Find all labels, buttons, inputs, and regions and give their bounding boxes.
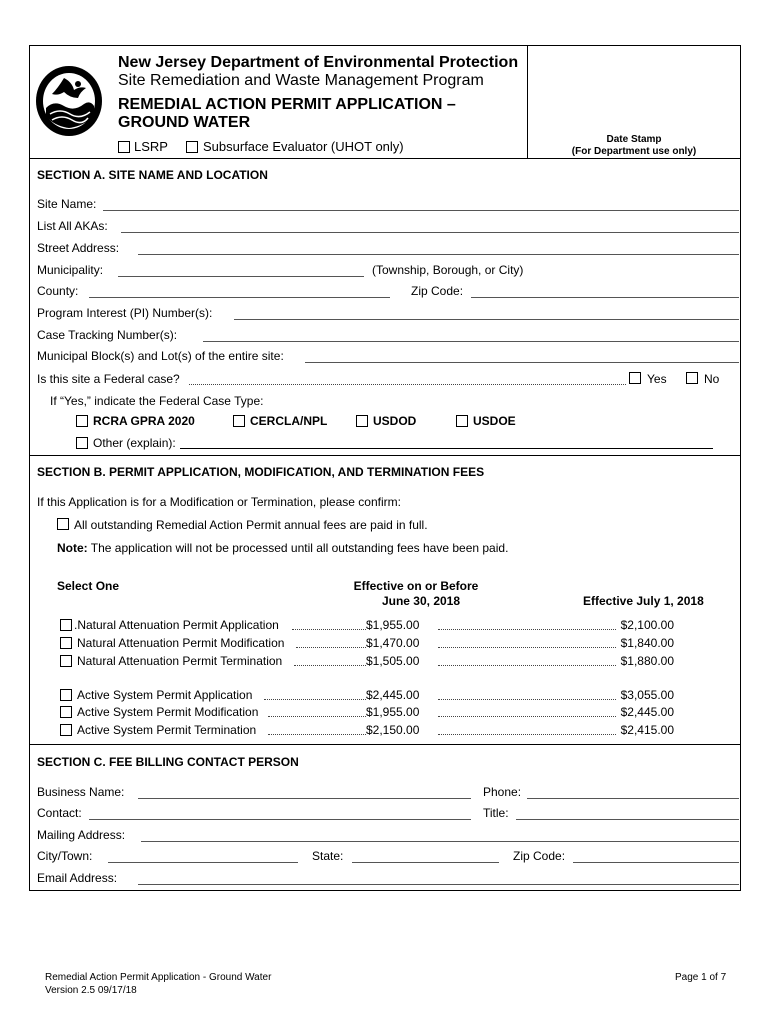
street-label: Street Address: xyxy=(37,241,120,255)
fee-checkbox-na-termination[interactable] xyxy=(60,655,72,667)
fees-paid-checkbox[interactable] xyxy=(57,518,69,530)
block-lot-label: Municipal Block(s) and Lot(s) of the entire site: xyxy=(37,349,284,363)
county-label: County: xyxy=(37,284,79,298)
fee-after-as-modification: $2,445.00 xyxy=(620,705,674,719)
fee-label-na-termination: Natural Attenuation Permit Termination xyxy=(77,654,283,668)
col-before-header-1: Effective on or Before xyxy=(353,579,479,593)
fee-dots xyxy=(294,665,366,666)
section-a-divider xyxy=(29,158,741,159)
fee-before-na-application: $1,955.00 xyxy=(366,618,420,632)
state-label: State: xyxy=(312,849,344,863)
other-label: Other (explain): xyxy=(93,436,176,450)
municipality-note: (Township, Borough, or City) xyxy=(372,263,524,277)
col-before-header-2: June 30, 2018 xyxy=(381,594,461,608)
federal-yes-label: Yes xyxy=(647,372,667,386)
section-a-title: SECTION A. SITE NAME AND LOCATION xyxy=(37,168,268,182)
case-tracking-label: Case Tracking Number(s): xyxy=(37,328,178,342)
akas-label: List All AKAs: xyxy=(37,219,108,233)
fee-label-na-application: .Natural Attenuation Permit Application xyxy=(74,618,279,632)
date-stamp-label: Date Stamp xyxy=(606,134,662,145)
confirm-prompt: If this Application is for a Modification or Termination, please confirm: xyxy=(37,495,401,509)
akas-field[interactable] xyxy=(121,232,739,233)
fees-paid-label: All outstanding Remedial Action Permit annual fees are paid in full. xyxy=(74,518,428,532)
federal-no-checkbox[interactable] xyxy=(686,372,698,384)
municipality-label: Municipality: xyxy=(37,263,104,277)
usdoe-checkbox[interactable] xyxy=(456,415,468,427)
lsrp-checkbox[interactable] xyxy=(118,141,130,153)
municipality-field[interactable] xyxy=(118,276,364,277)
pi-numbers-field[interactable] xyxy=(234,319,739,320)
state-field[interactable] xyxy=(352,862,499,863)
section-b-title: SECTION B. PERMIT APPLICATION, MODIFICATION, AND TERMINATION FEES xyxy=(37,465,485,479)
subsurface-checkbox[interactable] xyxy=(186,141,198,153)
note-text: The application will not be processed until all outstanding fees have been paid. xyxy=(90,541,509,555)
fee-dots xyxy=(292,629,366,630)
fee-after-as-termination: $2,415.00 xyxy=(620,723,674,737)
fee-dots xyxy=(438,716,616,717)
federal-dots xyxy=(189,384,626,385)
federal-yes-checkbox[interactable] xyxy=(629,372,641,384)
contact-field[interactable] xyxy=(89,819,471,820)
fee-dots xyxy=(438,647,616,648)
footer-page: Page 1 of 7 xyxy=(675,972,727,983)
lsrp-label: LSRP xyxy=(134,139,168,154)
col-after-header: Effective July 1, 2018 xyxy=(583,594,704,608)
fee-before-as-termination: $2,150.00 xyxy=(366,723,420,737)
fee-before-na-modification: $1,470.00 xyxy=(366,636,420,650)
fee-dots xyxy=(438,665,616,666)
note-label: Note: xyxy=(57,541,88,555)
usdod-label: USDOD xyxy=(373,414,417,428)
site-name-label: Site Name: xyxy=(37,197,97,211)
federal-question: Is this site a Federal case? xyxy=(37,372,180,386)
mailing-address-label: Mailing Address: xyxy=(37,828,126,842)
billing-zip-label: Zip Code: xyxy=(513,849,566,863)
email-label: Email Address: xyxy=(37,871,118,885)
fee-checkbox-as-application[interactable] xyxy=(60,689,72,701)
zip-field[interactable] xyxy=(471,297,739,298)
cercla-label: CERCLA/NPL xyxy=(250,414,328,428)
fee-checkbox-as-termination[interactable] xyxy=(60,724,72,736)
footer-version: Version 2.5 09/17/18 xyxy=(45,985,137,996)
rcra-label: RCRA GPRA 2020 xyxy=(93,414,195,428)
city-label: City/Town: xyxy=(37,849,93,863)
phone-field[interactable] xyxy=(527,798,739,799)
fee-label-as-termination: Active System Permit Termination xyxy=(77,723,257,737)
mailing-address-field[interactable] xyxy=(141,841,739,842)
fee-after-na-modification: $1,840.00 xyxy=(620,636,674,650)
agency-name: New Jersey Department of Environmental Protection xyxy=(118,54,519,71)
fee-dots xyxy=(268,716,366,717)
fee-dots xyxy=(438,629,616,630)
pi-numbers-label: Program Interest (PI) Number(s): xyxy=(37,306,213,320)
email-field[interactable] xyxy=(138,884,739,885)
section-c-title-rest: . FEE BILLING CONTACT PERSON xyxy=(102,755,299,769)
business-name-label: Business Name: xyxy=(37,785,125,799)
fee-before-na-termination: $1,505.00 xyxy=(366,654,420,668)
billing-zip-field[interactable] xyxy=(573,862,739,863)
fee-dots xyxy=(264,699,366,700)
case-tracking-field[interactable] xyxy=(203,341,739,342)
fee-checkbox-na-application[interactable] xyxy=(60,619,72,631)
contact-label: Contact: xyxy=(37,806,82,820)
fee-label-as-application: Active System Permit Application xyxy=(77,688,253,702)
fee-dots xyxy=(438,734,616,735)
section-c-title-prefix: SECTION C xyxy=(37,755,103,769)
county-field[interactable] xyxy=(89,297,390,298)
fees-note xyxy=(57,541,508,555)
street-field[interactable] xyxy=(138,254,739,255)
usdod-checkbox[interactable] xyxy=(356,415,368,427)
fee-checkbox-as-modification[interactable] xyxy=(60,706,72,718)
block-lot-field[interactable] xyxy=(305,362,739,363)
fee-after-na-termination: $1,880.00 xyxy=(620,654,674,668)
federal-type-prompt: If “Yes,” indicate the Federal Case Type: xyxy=(50,394,264,408)
fee-label-as-modification: Active System Permit Modification xyxy=(77,705,259,719)
rcra-checkbox[interactable] xyxy=(76,415,88,427)
title-field[interactable] xyxy=(516,819,739,820)
city-field[interactable] xyxy=(108,862,298,863)
col-select-header: Select One xyxy=(57,579,120,593)
fee-before-as-application: $2,445.00 xyxy=(366,688,420,702)
fee-after-as-application: $3,055.00 xyxy=(620,688,674,702)
fee-after-na-application: $2,100.00 xyxy=(620,618,674,632)
federal-no-label: No xyxy=(704,372,720,386)
njdep-logo-icon xyxy=(34,64,104,138)
other-field[interactable] xyxy=(180,448,713,449)
title-label: Title: xyxy=(483,806,509,820)
form-title-line1: REMEDIAL ACTION PERMIT APPLICATION – xyxy=(118,96,456,113)
footer-doc-name: Remedial Action Permit Application - Ground Water xyxy=(45,972,272,983)
fee-dots xyxy=(268,734,366,735)
zip-label: Zip Code: xyxy=(411,284,464,298)
section-c-title xyxy=(37,755,299,769)
form-title-line2: GROUND WATER xyxy=(118,114,251,131)
phone-label: Phone: xyxy=(483,785,522,799)
fee-dots xyxy=(438,699,616,700)
section-b-divider xyxy=(29,455,741,456)
usdoe-label: USDOE xyxy=(473,414,516,428)
program-name: Site Remediation and Waste Management Program xyxy=(118,72,484,89)
other-checkbox[interactable] xyxy=(76,437,88,449)
fee-label-na-modification: Natural Attenuation Permit Modification xyxy=(77,636,285,650)
fee-checkbox-na-modification[interactable] xyxy=(60,637,72,649)
business-name-field[interactable] xyxy=(138,798,471,799)
date-stamp-note: (For Department use only) xyxy=(571,146,697,157)
section-c-divider xyxy=(29,744,741,745)
subsurface-label: Subsurface Evaluator (UHOT only) xyxy=(203,139,404,154)
fee-dots xyxy=(296,647,366,648)
fee-before-as-modification: $1,955.00 xyxy=(366,705,420,719)
site-name-field[interactable] xyxy=(103,210,739,211)
cercla-checkbox[interactable] xyxy=(233,415,245,427)
